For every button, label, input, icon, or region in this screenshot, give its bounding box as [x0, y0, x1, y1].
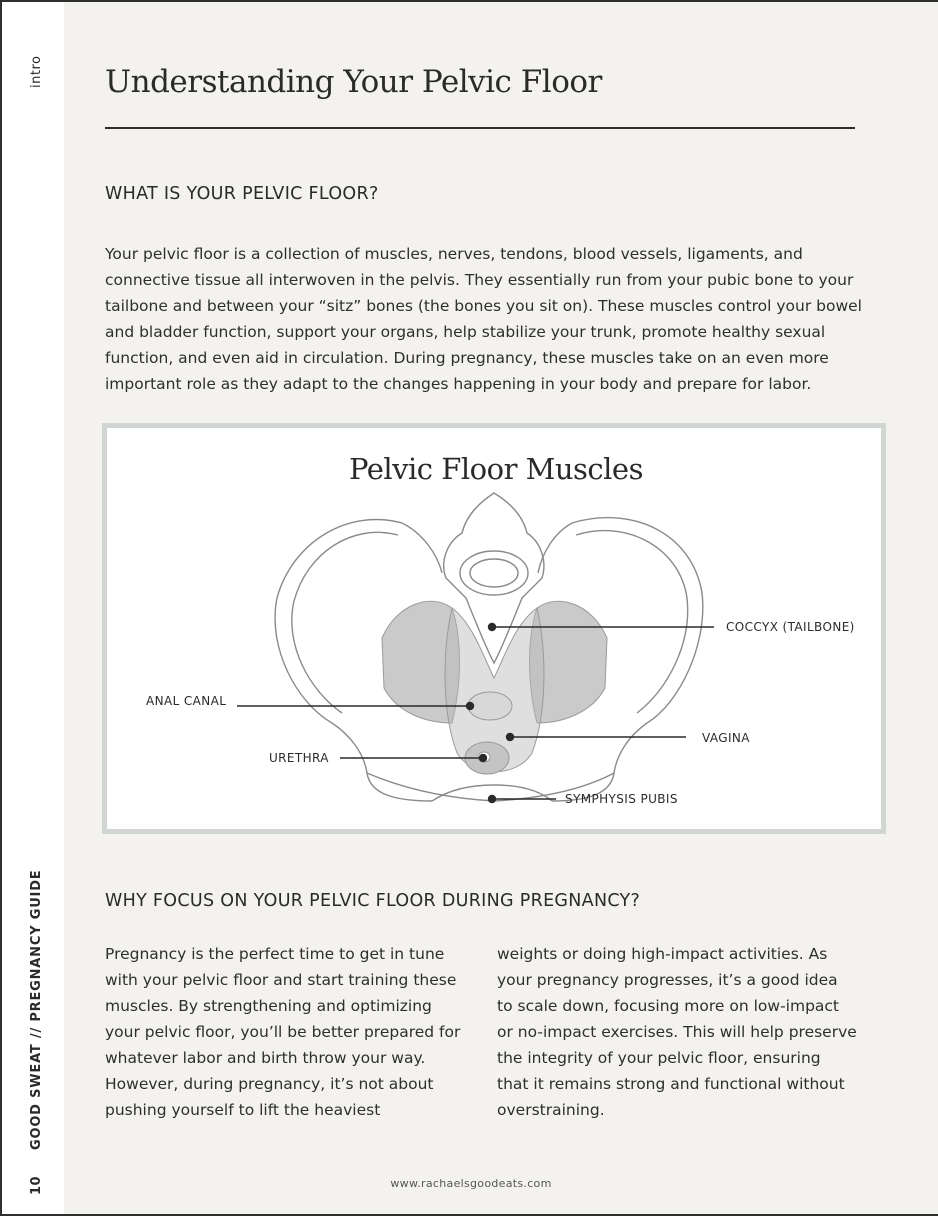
label-anal-canal: ANAL CANAL [146, 694, 227, 708]
section-heading-why: WHY FOCUS ON YOUR PELVIC FLOOR DURING PREGNANCY? [105, 891, 641, 911]
title-divider [105, 127, 855, 129]
label-urethra: URETHRA [269, 751, 329, 765]
page-title: Understanding Your Pelvic Floor [105, 64, 602, 100]
figure-title: Pelvic Floor Muscles [349, 452, 643, 486]
section-label: intro [29, 55, 44, 88]
page-number: 10 [29, 1175, 44, 1195]
footer-url: www.rachaelsgoodeats.com [390, 1177, 552, 1190]
body-column-left: Pregnancy is the perfect time to get in tune with your pelvic floor and start training these muscles. By strengthening and optimizing your pelvic floor, you’ll be better prepared for whatever labor and birth throw your way. However, during pregnancy, it’s not about pushing yourself to lift the heaviest [105, 945, 461, 1119]
label-symphysis-pubis: SYMPHYSIS PUBIS [565, 792, 678, 806]
section-heading-what: WHAT IS YOUR PELVIC FLOOR? [105, 184, 379, 204]
label-coccyx: COCCYX (TAILBONE) [726, 620, 855, 634]
label-vagina: VAGINA [702, 731, 750, 745]
guide-label: GOOD SWEAT // PREGNANCY GUIDE [29, 869, 44, 1150]
page-border-top [0, 0, 938, 2]
body-column-right: weights or doing high-impact activities. As your pregnancy progresses, it’s a good idea to scale down, focusing more on low-impact or no-impact exercises. This will help preserve the integrity of your pelvic floor, ensuring that it remains strong and functional without overstraining. [497, 945, 857, 1119]
intro-paragraph: Your pelvic floor is a collection of muscles, nerves, tendons, blood vessels, ligaments, and connective tissue all interwoven in the pelvis. They essentially run from your pubic bone to your tailbone and between your “sitz” bones (the bones you sit on). These muscles control your bowel and bladder function, support your organs, help stabilize your trunk, promote healthy sexual function, and even aid in circulation. During pregnancy, these muscles take on an even more important role as they adapt to the changes happening in your body and prepare for labor. [105, 245, 862, 393]
